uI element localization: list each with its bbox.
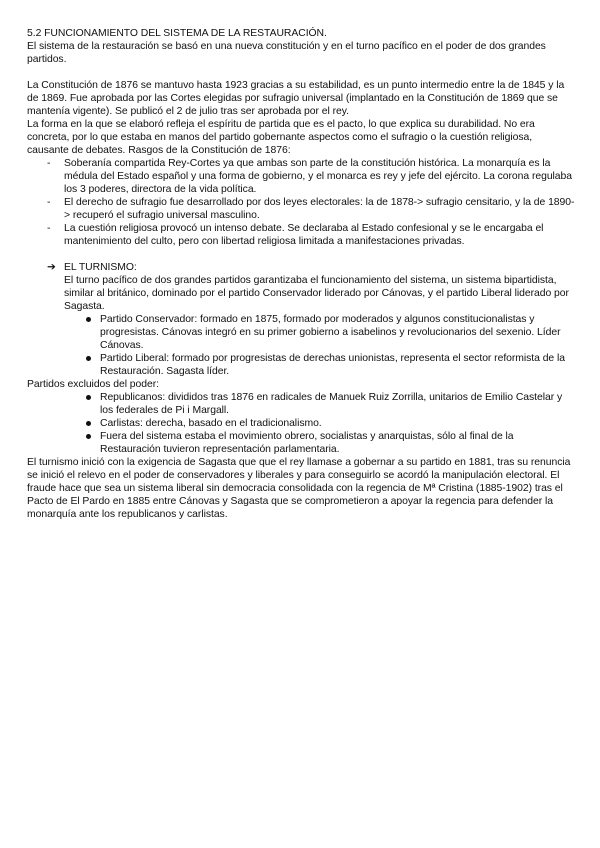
bullet-icon	[86, 421, 91, 426]
list-item	[27, 313, 575, 352]
constitution-paragraph-2: La forma en la que se elaboró refleja el espíritu de partida que es el pacto, lo que explica su durabilidad. No era concreta, por lo que estaba en manos del partido gobernante aspectos como el sufragio o la cuestión religiosa, causante de debates. Rasgos de la Constitución de 1876:	[27, 119, 535, 156]
list-item	[27, 430, 575, 456]
list-item	[27, 222, 575, 248]
conclusion-paragraph: El turnismo inició con la exigencia de Sagasta que que el rey llamase a gobernar a su partido en 1881, tras su renuncia se inició el relevo en el poder de conservadores y liberales y para conseguirlo se acordó la manipulación electoral. El fraude hace que sea un sistema liberal sin democracia consolidada con la regencia de Mª Cristina (1885-1902) tras el Pacto de El Pardo en 1885 entre Cánovas y Sagasta que se comprometieron a apoyar la regencia para defender la monarquía ante los republicanos y carlistas.	[27, 457, 571, 520]
list-item	[27, 352, 575, 378]
dash-marker: -	[47, 158, 51, 169]
spacer	[27, 66, 575, 79]
turnismo-paragraph: El turno pacífico de dos grandes partidos garantizaba el funcionamiento del sistema, un sistema bipartidista, similar al británico, dominado por el partido Conservador liderado por Cánovas, y el partido Liberal liderado por Sagasta.	[64, 275, 569, 312]
excluidos-heading: Partidos excluidos del poder:	[27, 379, 159, 390]
partido-text: Partido Liberal: formado por progresistas de derechas unionistas, representa el sector reformista de la Restauración. Sagasta líder.	[100, 353, 565, 377]
section-title: 5.2 FUNCIONAMIENTO DEL SISTEMA DE LA RESTAURACIÓN.	[27, 28, 327, 39]
dash-marker: -	[47, 197, 51, 208]
partido-text: Partido Conservador: formado en 1875, formado por moderados y algunos constitucionalistas y progresistas. Cánovas integró en su primer gobierno a isabelinos y revolucionarios del sexenio. Líder Cánovas.	[100, 314, 561, 351]
arrow-right-icon: ➔	[47, 262, 56, 273]
rasgo-text: La cuestión religiosa provocó un intenso debate. Se declaraba al Estado confesional y se le encargaba el mantenimiento del culto, pero con libertad religiosa limitada a manifestaciones privadas.	[64, 223, 544, 247]
turnismo-heading-text: EL TURNISMO:	[64, 262, 137, 273]
excluido-text: Carlistas: derecha, basado en el tradicionalismo.	[100, 418, 322, 429]
partidos-list	[27, 313, 575, 378]
excluido-text: Fuera del sistema estaba el movimiento obrero, socialistas y anarquistas, sólo al final de la Restauración tuvieron representación parlamentaria.	[100, 431, 514, 455]
excluido-text: Republicanos: divididos tras 1876 en radicales de Manuek Ruiz Zorrilla, unitarios de Emilio Castelar y los federales de Pi i Margall.	[100, 392, 563, 416]
bullet-icon	[86, 434, 91, 439]
bullet-icon	[86, 317, 91, 322]
bullet-icon	[86, 356, 91, 361]
rasgo-text: Soberanía compartida Rey-Cortes ya que ambas son parte de la constitución histórica. La monarquía es la médula del Estado español y una forma de gobierno, y el monarca es rey y jefe del ejército. La corona regulaba los 3 poderes, directora de la vida política.	[64, 158, 572, 195]
list-item	[27, 391, 575, 417]
dash-marker: -	[47, 223, 51, 234]
spacer	[27, 248, 575, 261]
bullet-icon	[86, 395, 91, 400]
list-item	[27, 196, 575, 222]
list-item	[27, 417, 575, 430]
rasgos-list	[27, 157, 575, 248]
intro-paragraph: El sistema de la restauración se basó en una nueva constitución y en el turno pacífico en el poder de dos grandes partidos.	[27, 41, 546, 65]
document-page	[27, 27, 575, 521]
constitution-paragraph-1: La Constitución de 1876 se mantuvo hasta 1923 gracias a su estabilidad, es un punto intermedio entre la de 1845 y la de 1869. Fue aprobada por las Cortes elegidas por sufragio universal (implantado en la Constitución de 1869 que se mantenía vigente). Se publicó el 2 de julio tras ser aprobada por el rey.	[27, 80, 565, 117]
list-item	[27, 157, 575, 196]
excluidos-list	[27, 391, 575, 456]
turnismo-heading	[27, 261, 575, 274]
rasgo-text: El derecho de sufragio fue desarrollado por dos leyes electorales: la de 1878-> sufragio censitario, y la de 1890-> recuperó el sufragio universal masculino.	[64, 197, 575, 221]
